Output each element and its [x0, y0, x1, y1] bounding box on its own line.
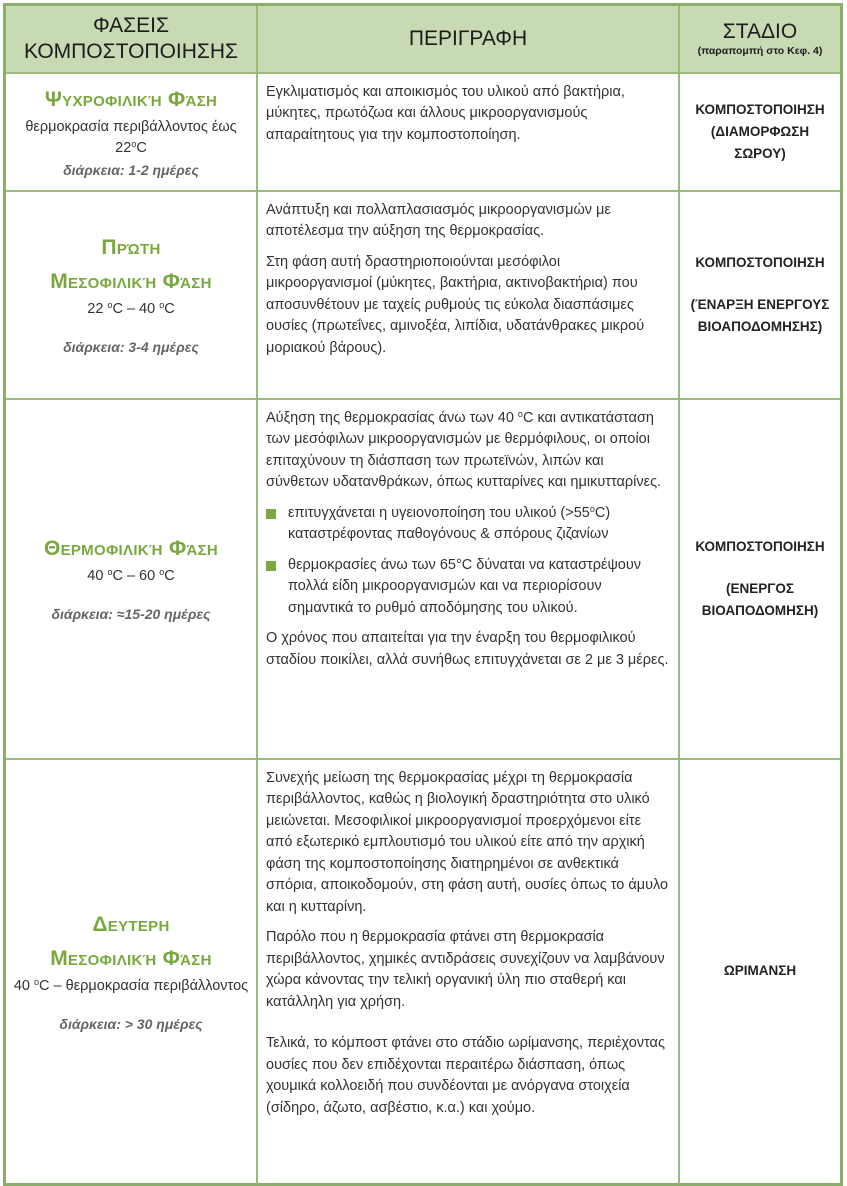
description-text: Ανάπτυξη και πολλαπλασιασμός μικροοργανισμών με αποτέλεσμα την αύξηση της θερμοκρασίας.	[266, 201, 611, 239]
stage-label: ΚΟΜΠΟΣΤΟΠΟΙΗΣΗ	[695, 254, 825, 270]
stage-detail: (ΕΝΕΡΓΟΣ ΒΙΟΑΠΟΔΟΜΗΣΗ)	[701, 580, 819, 618]
table-row	[5, 73, 842, 191]
phase-duration: διάρκεια: 1-2 ημέρες	[63, 161, 199, 178]
phase-cell	[5, 191, 258, 399]
header-stage-ref: (παραπομπή στο Κεφ. 4)	[697, 44, 823, 57]
stage-cell	[679, 73, 842, 191]
stage-label: ΚΟΜΠΟΣΤΟΠΟΙΗΣΗ	[695, 538, 825, 554]
phase-cell	[5, 759, 258, 1185]
composting-phases-table	[3, 3, 843, 1186]
description-cell	[257, 399, 679, 759]
description-text: Παρόλο που η θερμοκρασία φτάνει στη θερμοκρασία περιβάλλοντος, χημικές αντιδράσεις συνεχίζουν να λαμβάνουν χώρα κάνοντας την τελική οργανική ύλη πιο σταθερή και κατάλληλη για χρήση.	[266, 929, 665, 1010]
header-stage	[679, 5, 842, 73]
square-bullet-icon	[266, 509, 276, 519]
description-text: Τελικά, το κόμποστ φτάνει στο στάδιο ωρίμανσης, περιέχοντας ουσίες που δεν επιδέχονται περαιτέρω διάσπαση, όπως χουμικά κολλοειδή που συνδέονται με ανόργανα στοιχεία (σίδηρο, άζωτο, ασβέστιο, κ.α.) και χούμο.	[266, 1035, 665, 1116]
stage-label: ΩΡΙΜΑΝΣΗ	[723, 963, 797, 979]
description-text: Συνεχής μείωση της θερμοκρασίας μέχρι τη θερμοκρασία περιβάλλοντος, καθώς η βιολογική δραστηριότητα στο υλικό μειώνεται. Μεσοφιλικοί μικροοργανισμοί προερχόμενοι είτε από εξωτερικό εμπλουτισμό του υλικού είτε από την αρχική φάση της κομποστοποίησης διατηρημένοι σε ανθεκτικά σπόρια, αποικοδομούν, στη φάση αυτή, ουσίες όπως το άμυλο και η κυτταρίνη.	[266, 769, 669, 915]
description-text: Ο χρόνος που απαιτείται για την έναρξη του θερμοφιλικού σταδίου ποικίλει, αλλά συνήθως επιτυγχάνεται σε 2 με 3 μέρες.	[266, 630, 669, 668]
bullet-text: επιτυγχάνεται η υγειονοποίηση του υλικού $(>55^oC)$ καταστρέφοντας παθογόνους & σπόρους ζιζανίων	[288, 503, 611, 542]
table-row	[5, 191, 842, 399]
stage-cell	[679, 399, 842, 759]
phase-cell	[5, 399, 258, 759]
phase-temperature: 22 $^o$C – 40 $^o$C	[87, 300, 175, 317]
stage-cell	[679, 191, 842, 399]
stage-detail: (ΔΙΑΜΟΡΦΩΣΗ ΣΩΡΟΥ)	[710, 123, 810, 161]
phase-temperature: 40 $^o$C – θερμοκρασία περιβάλλοντος	[13, 976, 249, 994]
stage-detail: (ΈΝΑΡΞΗ ΕΝΕΡΓΟΥΣ ΒΙΟΑΠΟΔΟΜΗΣΗΣ)	[690, 296, 830, 334]
bullet-item	[266, 555, 669, 620]
phase-name: Πρώτη	[101, 236, 161, 259]
phase-temperature: θερμοκρασία περιβάλλοντος έως 22$^o$C	[25, 118, 237, 156]
header-stage-title: ΣΤΑΔΙΟ	[722, 19, 798, 43]
header-phases: ΦΑΣΕΙΣ ΚΟΜΠΟΣΤΟΠΟΙΗΣΗΣ	[5, 5, 258, 73]
phase-cell	[5, 73, 258, 191]
description-cell	[257, 759, 679, 1185]
description-text: Εγκλιματισμός και αποικισμός του υλικού από βακτήρια, μύκητες, πρωτόζωα και άλλους μικροοργανισμούς απαραίτητους για την κομποστοποίηση.	[266, 83, 625, 143]
stage-cell	[679, 759, 842, 1185]
description-text: Στη φάση αυτή δραστηριοποιούνται μεσόφιλοι μικροοργανισμοί (μύκητες, βακτήρια, ακτινοβακτήρια) που αποσυνθέτουν με ταχείς ρυθμούς τις εύκολα διασπάσιμες ουσίες (πρωτεΐνες, αμινοξέα, λιπίδια, υδατάνθρακες μικρού μοριακού βάρους).	[266, 253, 645, 356]
table-row	[5, 399, 842, 759]
phase-name-line2: Μεσοφιλική Φάση	[50, 270, 212, 293]
bullet-item	[266, 503, 669, 546]
bullet-text: θερμοκρασίες άνω των 65°C δύναται να καταστρέψουν πολλά είδη μικροοργανισμών και να περιορίσουν σημαντικά το ρυθμό αποδόμησης του υλικού.	[288, 556, 642, 616]
description-cell	[257, 191, 679, 399]
phase-name: Ψυχροφιλική Φάση	[44, 87, 218, 111]
phase-duration: διάρκεια: 3-4 ημέρες	[63, 339, 199, 355]
description-text: Αύξηση της θερμοκρασίας άνω των 40 $^o$C και αντικατάσταση των μεσόφιλων μικροοργανισμών με θερμόφιλους, οι οποίοι επιταχύνουν τη διάσπαση των πρωτεϊνών, λιπών και σύνθετων υδατανθράκων, όπως κυτταρίνες και ημικυτταρίνες.	[266, 408, 662, 490]
phase-name: Δευτερη	[92, 912, 170, 936]
header-description: ΠΕΡΙΓΡΑΦΗ	[257, 5, 679, 73]
phase-duration: διάρκεια: ≈15-20 ημέρες	[51, 606, 211, 622]
phase-temperature: 40 $^o$C – 60 $^o$C	[87, 567, 175, 584]
table-row	[5, 759, 842, 1185]
phase-name: Θερμοφιλική Φάση	[43, 537, 219, 560]
table-header-row	[5, 5, 842, 73]
description-cell	[257, 73, 679, 191]
stage-label: ΚΟΜΠΟΣΤΟΠΟΙΗΣΗ	[695, 101, 825, 117]
phase-duration: διάρκεια: > 30 ημέρες	[59, 1015, 203, 1032]
phase-name-line2: Μεσοφιλική Φάση	[50, 946, 212, 970]
square-bullet-icon	[266, 561, 276, 571]
